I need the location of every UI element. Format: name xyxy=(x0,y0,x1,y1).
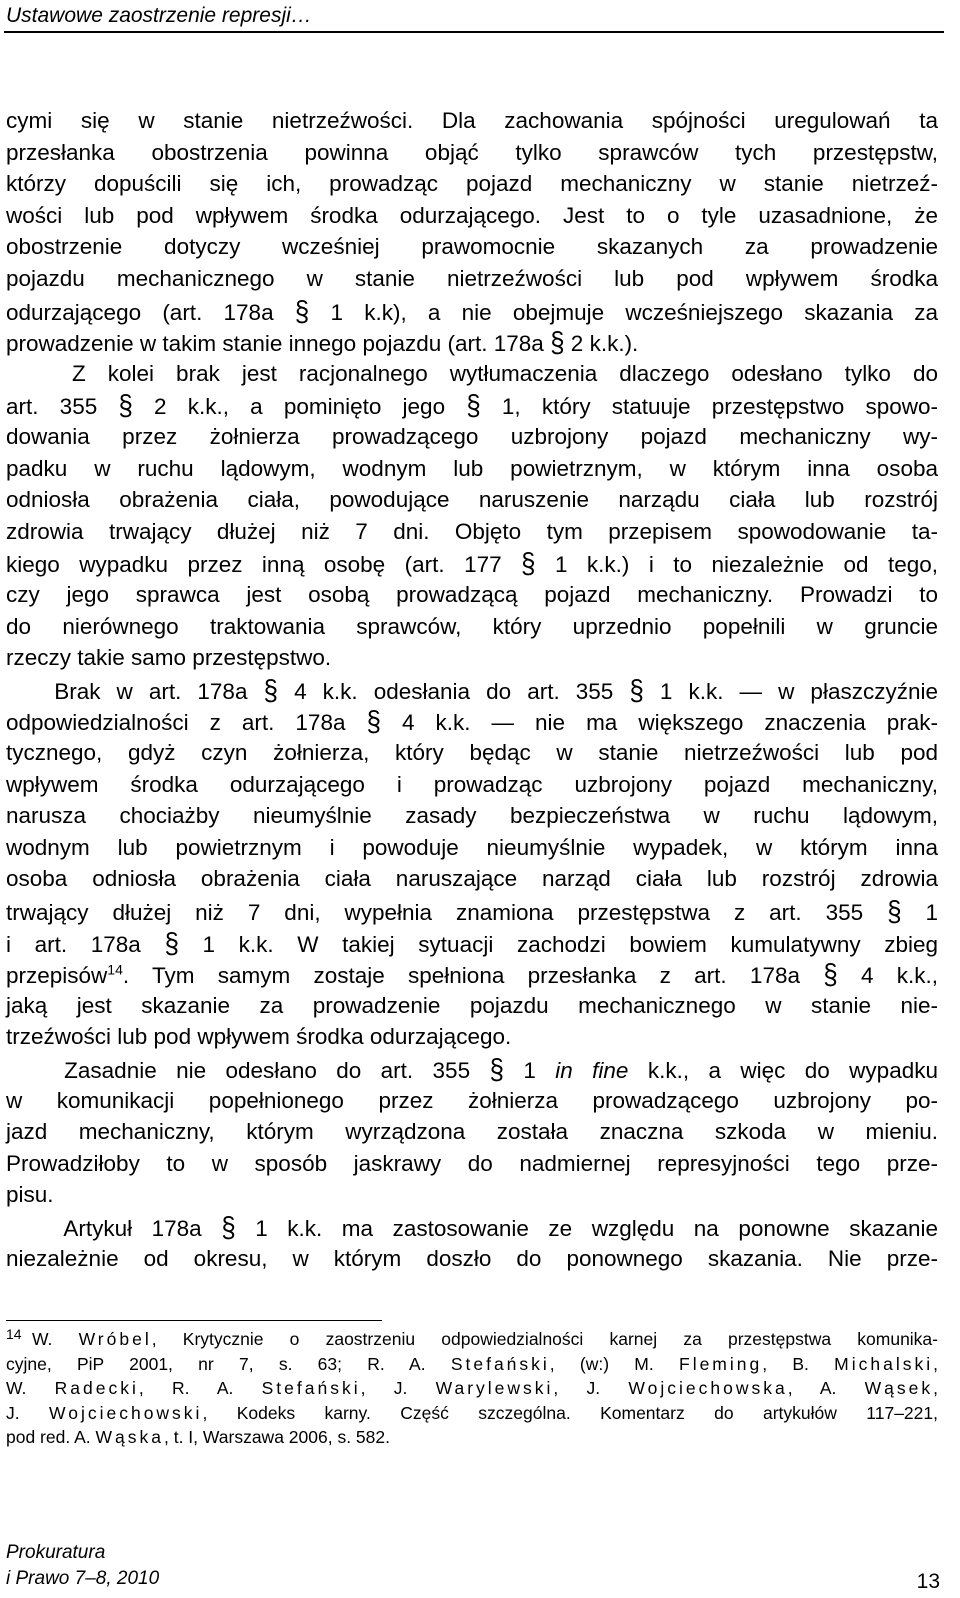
text-line xyxy=(6,518,938,546)
footnote-segment: Warylewski xyxy=(435,1378,554,1398)
text-line xyxy=(6,546,938,580)
section-sign: § xyxy=(221,1210,236,1244)
text-line xyxy=(6,455,938,483)
text-line xyxy=(6,644,938,672)
text-segment: wpływem środka odurzającego i prowadząc uzbrojony pojazd mechaniczny, xyxy=(6,771,938,797)
footnote-segment: Michalski xyxy=(834,1353,934,1374)
text-segment: prowadzenie w takim stanie innego pojazdu (art. 178a § 2 k.k.). xyxy=(6,325,639,359)
header-rule xyxy=(4,31,944,33)
text-line xyxy=(6,202,938,230)
text-segment: cymi się w stanie nietrzeźwości. Dla zachowania spójności uregulowań ta xyxy=(6,108,938,133)
text-segment: wodnym lub powietrznym i powoduje nieumyślnie wypadek, w którym inna xyxy=(6,834,938,860)
text-line xyxy=(6,1087,938,1115)
footnote-segment: , Krytycznie o zaostrzeniu odpowiedzialności karnej za przestępstwa komunika- xyxy=(151,1329,938,1349)
footnote-rule xyxy=(6,1320,382,1321)
text-segment: odpowiedzialności z art. 178a § 4 k.k. — nie ma większego znaczenia prak- xyxy=(6,704,938,738)
footnote-segment: Stefański xyxy=(261,1378,361,1398)
footnote-segment: , A. xyxy=(787,1378,865,1398)
text-segment: pisu. xyxy=(6,1182,54,1208)
italic-phrase: in fine xyxy=(555,1058,629,1083)
section-sign: § xyxy=(366,704,381,738)
text-line xyxy=(6,233,938,261)
section-sign: § xyxy=(823,957,838,991)
section-sign: § xyxy=(118,388,133,422)
text-line xyxy=(6,802,938,830)
footnote-segment: , xyxy=(933,1378,939,1398)
text-line xyxy=(6,486,938,514)
text-line xyxy=(6,1181,938,1209)
text-line xyxy=(6,360,938,388)
text-segment: Brak w art. 178a § 4 k.k. odesłania do art. 355 § 1 k.k. — w płaszczyźnie xyxy=(6,673,938,707)
text-segment: czy jego sprawca jest osobą prowadzącą pojazd mechaniczny. Prowadzi to xyxy=(6,582,938,607)
footnote-segment: , (w:) M. xyxy=(549,1353,679,1374)
section-sign: § xyxy=(294,294,310,328)
text-line xyxy=(6,423,938,451)
footnote-line xyxy=(6,1402,938,1424)
text-segment: zdrowia trwający dłużej niż 7 dni. Objęto tym przepisem spowodowanie ta- xyxy=(6,518,938,544)
text-line xyxy=(6,170,938,198)
text-segment: kiego wypadku przez inną osobę (art. 177 § 1 k.k.) i to niezależnie od tego, xyxy=(6,546,938,580)
footnote-segment: , B. xyxy=(762,1353,835,1374)
text-segment: niezależnie od okresu, w którym doszło do ponownego skazania. Nie prze- xyxy=(6,1245,938,1271)
footnote-segment: Wróbel xyxy=(78,1329,152,1349)
text-line xyxy=(6,325,938,359)
text-line xyxy=(6,1023,938,1051)
text-segment: . Tym samym zostaje spełniona przesłanka z art. 178a § 4 k.k., xyxy=(122,957,938,991)
footnote-line xyxy=(6,1426,938,1448)
footnote-segment: W. xyxy=(32,1329,79,1349)
text-line xyxy=(6,1052,938,1086)
text-segment: odurzającego (art. 178a § 1 k.k), a nie obejmuje wcześniejszego skazania za xyxy=(6,294,938,328)
footnote-segment: cyjne, PiP 2001, nr 7, s. 63; R. A. xyxy=(6,1353,451,1374)
footnote-line xyxy=(6,1353,938,1375)
text-segment: Artykuł 178a § 1 k.k. ma zastosowanie ze względu na ponowne skazanie xyxy=(6,1210,938,1244)
section-sign: § xyxy=(263,673,278,707)
text-line xyxy=(6,139,938,167)
text-segment: którzy dopuścili się ich, prowadząc pojazd mechaniczny w stanie nietrzeź- xyxy=(6,171,938,197)
text-line xyxy=(6,1150,938,1178)
section-sign: § xyxy=(550,325,565,359)
footnote-segment: , Kodeks karny. Część szczególna. Komentarz do artykułów 117–221, xyxy=(202,1402,938,1423)
section-sign: § xyxy=(521,546,536,580)
footnote-segment: W. xyxy=(6,1378,55,1398)
footnote-segment: Wąska xyxy=(95,1427,164,1447)
text-line xyxy=(6,894,939,928)
text-line xyxy=(6,673,938,707)
text-segment: jazd mechaniczny, którym wyrządzona została znaczna szkoda w mieniu. xyxy=(6,1119,938,1145)
footnote-segment: Wojciechowska xyxy=(628,1378,788,1398)
text-segment: dowania przez żołnierza prowadzącego uzbrojony pojazd mechaniczny wy- xyxy=(6,424,938,449)
text-segment: osoba odniosła obrażenia ciała naruszające narząd ciała lub rozstrój zdrowia xyxy=(6,866,938,892)
text-segment: przesłanka obostrzenia powinna objąć tylko sprawców tych przestępstw, xyxy=(6,139,938,165)
footnote-segment: Wojciechowski xyxy=(49,1402,203,1423)
text-line xyxy=(6,957,938,991)
text-line xyxy=(6,1118,938,1146)
text-segment: wości lub pod wpływem środka odurzającego. Jest to o tyle uzasadnione, że xyxy=(6,202,938,228)
text-line xyxy=(6,1210,938,1244)
text-segment: Zasadnie nie odesłano do art. 355 § 1 xyxy=(6,1052,556,1086)
text-line xyxy=(6,294,938,328)
text-line xyxy=(6,926,938,960)
footnote-segment: Fleming xyxy=(679,1353,763,1374)
footnote-segment: , J. xyxy=(360,1378,436,1398)
text-segment: art. 355 § 2 k.k., a pominięto jego § 1, który statuuje przestępstwo spowo- xyxy=(6,388,938,422)
text-segment: tycznego, gdyż czyn żołnierza, który będąc w stanie nietrzeźwości lub pod xyxy=(6,740,938,765)
text-line xyxy=(6,107,938,135)
section-sign: § xyxy=(489,1052,504,1086)
footnote-segment: , t. I, Warszawa 2006, s. 582. xyxy=(164,1427,390,1447)
text-segment: padku w ruchu lądowym, wodnym lub powietrznym, w którym inna osoba xyxy=(6,455,938,481)
text-segment: narusza chociażby nieumyślnie zasady bezpieczeństwa w ruchu lądowym, xyxy=(6,803,938,829)
footnote-segment: Stefański xyxy=(450,1353,550,1374)
footer-issue: i Prawo 7–8, 2010 xyxy=(6,1568,160,1589)
footnote-segment: J. xyxy=(6,1402,50,1423)
footnote-segment: , J. xyxy=(553,1378,629,1398)
footnote-segment: pod red. A. xyxy=(6,1427,96,1447)
text-line xyxy=(6,388,938,422)
footnote-segment: Radecki xyxy=(54,1378,139,1398)
text-line xyxy=(6,865,938,893)
footnote-ref: 14 xyxy=(107,961,123,978)
text-line xyxy=(6,581,938,609)
page-number: 13 xyxy=(916,1570,940,1593)
text-line xyxy=(6,771,938,799)
text-line xyxy=(6,704,938,738)
text-line xyxy=(6,265,938,293)
footnote-line: 14 W. Wróbel, Krytycznie o zaostrzeniu odpowiedzialności karnej za przestępstwa komunika- xyxy=(6,1326,938,1349)
footnote-segment: Wąsek xyxy=(864,1378,934,1398)
text-segment: w komunikacji popełnionego przez żołnierza prowadzącego uzbrojony po- xyxy=(6,1087,938,1113)
text-line xyxy=(6,834,938,862)
text-segment: odniosła obrażenia ciała, powodujące naruszenie narządu ciała lub rozstrój xyxy=(6,487,938,513)
text-line xyxy=(6,1245,938,1273)
text-line xyxy=(6,739,938,767)
text-segment: trwający dłużej niż 7 dni, wypełnia znamiona przestępstwa z art. 355 § 1 xyxy=(6,894,939,928)
section-sign: § xyxy=(887,894,902,928)
footnote-line xyxy=(6,1377,938,1399)
footnote-segment: , R. A. xyxy=(138,1378,262,1398)
text-segment: trzeźwości lub pod wpływem środka odurzającego. xyxy=(6,1024,512,1050)
text-line xyxy=(6,613,938,641)
footnote-segment: , xyxy=(933,1353,938,1374)
text-segment: jaką jest skazanie za prowadzenie pojazdu mechanicznego w stanie nie- xyxy=(6,992,938,1018)
section-sign: § xyxy=(164,926,179,960)
section-sign: § xyxy=(466,388,481,422)
text-segment: Z kolei brak jest racjonalnego wytłumaczenia dlaczego odesłano tylko do xyxy=(6,360,938,386)
text-segment: rzeczy takie samo przestępstwo. xyxy=(6,645,332,671)
text-segment: Prowadziłoby to w sposób jaskrawy do nadmiernej represyjności tego prze- xyxy=(6,1150,938,1176)
text-segment: obostrzenie dotyczy wcześniej prawomocnie skazanych za prowadzenie xyxy=(6,234,938,260)
text-segment: pojazdu mechanicznego w stanie nietrzeźwości lub pod wpływem środka xyxy=(6,266,938,291)
section-sign: § xyxy=(629,673,644,707)
text-segment: do nierównego traktowania sprawców, który uprzednio popełnili w gruncie xyxy=(6,613,938,639)
running-header: Ustawowe zaostrzenie represji… xyxy=(6,4,312,27)
text-segment: i art. 178a § 1 k.k. W takiej sytuacji zachodzi bowiem kumulatywny zbieg xyxy=(6,926,938,960)
text-line xyxy=(6,992,938,1020)
text-segment: k.k., a więc do wypadku xyxy=(628,1058,938,1083)
text-segment: przepisów xyxy=(6,963,108,989)
footer-journal: Prokuratura xyxy=(6,1542,106,1563)
